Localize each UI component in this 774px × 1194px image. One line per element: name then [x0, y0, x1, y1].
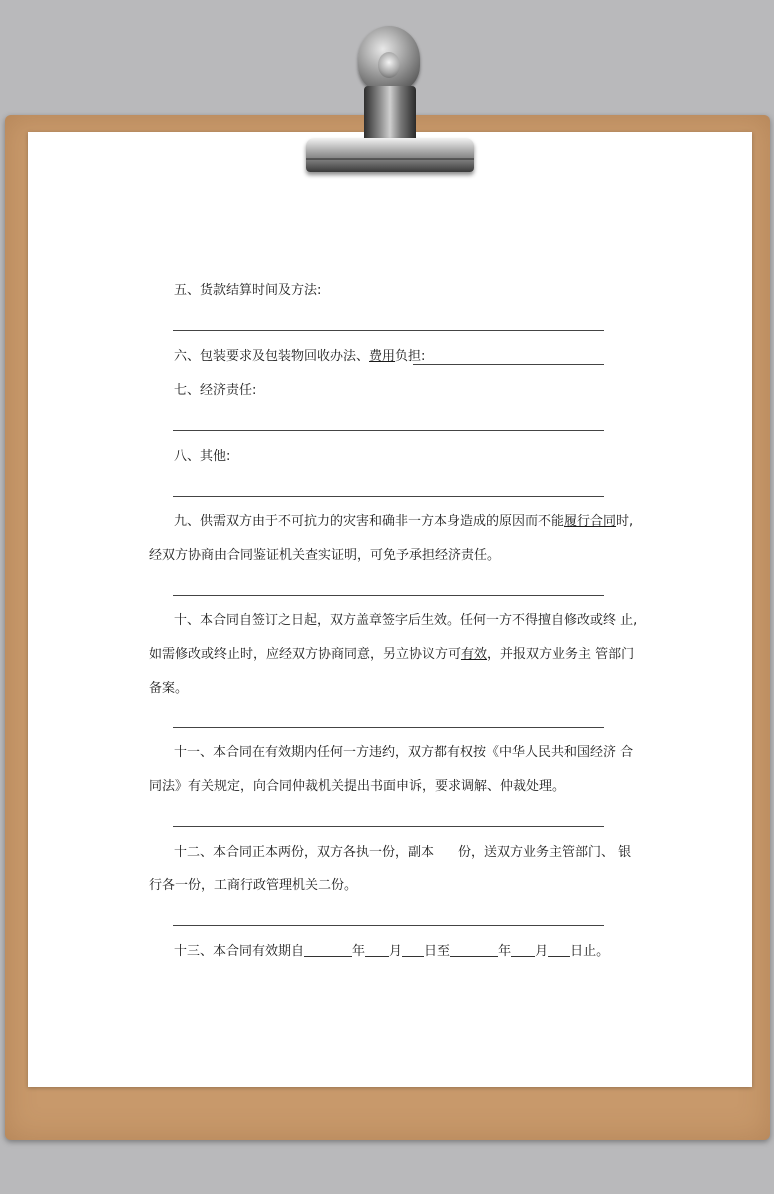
clause-6 — [174, 349, 425, 365]
clip-bar-icon — [306, 138, 474, 172]
month-label: 月 — [535, 944, 549, 959]
clause-12-text: 十二、本合同正本两份，双方各执一份，副本 — [174, 845, 435, 860]
clause-8: 八、其他: — [174, 449, 231, 464]
clause-6-text: 六、包装要求及包装物回收办法、 — [174, 349, 370, 364]
date-blank — [402, 943, 424, 957]
date-blank — [548, 943, 570, 957]
clause-9-end: 时, — [616, 514, 634, 529]
clause-13-text: 十三、本合同有效期自 — [174, 944, 305, 959]
clause-5: 五、货款结算时间及方法: — [174, 283, 322, 298]
clause-9-perform: 履行合同 — [564, 514, 617, 529]
date-blank — [365, 943, 389, 957]
year-label: 年 — [352, 944, 366, 959]
fill-line — [173, 430, 604, 431]
date-blank — [304, 943, 352, 957]
fill-line — [173, 826, 604, 827]
clause-9-text: 九、供需双方由于不可抗力的灾害和确非一方本身造成的原因而不能 — [174, 514, 565, 529]
clause-11-cont: 同法》有关规定，向合同仲裁机关提出书面申诉，要求调解、仲裁处理。 — [149, 779, 566, 794]
clip-hole-icon — [378, 52, 400, 78]
clause-13 — [174, 943, 609, 960]
fill-line — [173, 330, 604, 331]
clause-10-text-2: ，并报双方业务主 管部门 — [487, 647, 635, 662]
clause-10-valid: 有效 — [461, 647, 488, 662]
month-label: 月 — [389, 944, 403, 959]
clause-6-fee: 费用 — [369, 349, 396, 364]
clause-9 — [174, 514, 633, 530]
fill-line — [413, 364, 604, 365]
year-label: 年 — [498, 944, 512, 959]
clause-10-cont — [149, 647, 634, 663]
clause-10-end: 备案。 — [149, 681, 189, 696]
clause-11: 十一、本合同在有效期内任何一方违约，双方都有权按《中华人民共和国经济 合 — [174, 745, 634, 760]
clause-12-text-2: 份，送双方业务主管部门、 银 — [458, 845, 632, 860]
clause-12-cont: 行各一份，工商行政管理机关二份。 — [149, 878, 358, 893]
clause-10-text: 如需修改或终止时，应经双方协商同意，另立协议方可 — [149, 647, 462, 662]
day-end-label: 日止。 — [570, 944, 610, 959]
clause-12 — [174, 845, 631, 861]
fill-line — [173, 595, 604, 596]
clause-6-bear: 负担: — [395, 349, 426, 364]
fill-line — [173, 496, 604, 497]
clip-bar-seam — [306, 158, 474, 160]
fill-line — [173, 727, 604, 728]
date-blank — [450, 943, 498, 957]
clip-neck-icon — [364, 86, 416, 144]
clause-10: 十、本合同自签订之日起，双方盖章签字后生效。任何一方不得擅自修改或终 止, — [174, 613, 638, 628]
day-to-label: 日至 — [424, 944, 451, 959]
fill-line — [173, 925, 604, 926]
date-blank — [511, 943, 535, 957]
clause-9-cont: 经双方协商由合同鉴证机关查实证明，可免予承担经济责任。 — [149, 548, 501, 563]
clause-7: 七、经济责任: — [174, 383, 257, 398]
